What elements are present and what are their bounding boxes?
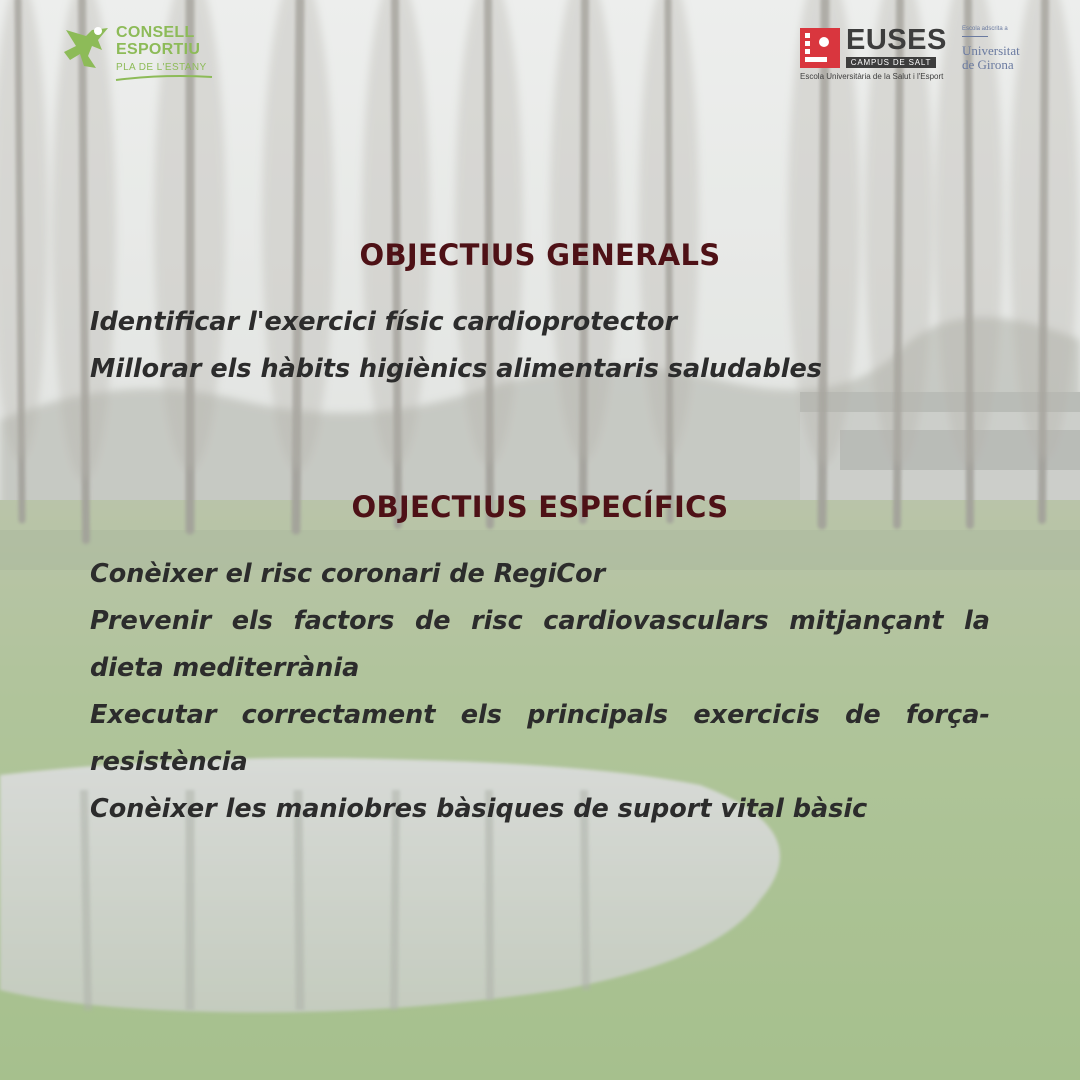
list-item: Identificar l'exercici físic cardioprotector: [90, 307, 678, 337]
udg-divider: [962, 36, 988, 37]
universitat-de-girona-logo: [962, 26, 1042, 78]
specific-objectives-list: [90, 551, 990, 833]
consell-esportiu-wordmark: [116, 24, 207, 76]
pla-de-lestany-label: PLA DE L'ESTANY: [116, 62, 207, 73]
general-objectives-list: [90, 299, 990, 393]
runner-icon: [62, 26, 112, 72]
list-item: Millorar els hàbits higiènics alimentaris saludables: [90, 354, 822, 384]
campus-de-salt-label: CAMPUS DE SALT: [846, 57, 936, 68]
list-item: Conèixer les maniobres bàsiques de suport vital bàsic: [90, 794, 868, 824]
general-objectives-heading: OBJECTIUS GENERALS: [359, 238, 721, 272]
euses-subtitle: Escola Universitària de la Salut i l'Esport: [800, 72, 944, 81]
consell-esportiu-logo: [62, 24, 212, 84]
udg-de-girona-label: de Girona: [962, 57, 1014, 72]
euses-logo: [800, 24, 947, 84]
list-item: Conèixer el risc coronari de RegiCor: [90, 559, 606, 589]
specific-objectives-heading: OBJECTIUS ESPECÍFICS: [351, 490, 729, 524]
consell-label: CONSELL: [116, 24, 195, 41]
esportiu-label: ESPORTIU: [116, 41, 201, 58]
list-item: Executar correctament els principals exercicis de força-resistència: [90, 700, 990, 777]
euses-mark-icon: [800, 28, 840, 68]
swoosh-icon: [114, 74, 214, 82]
udg-adscrita-label: Escola adscrita a: [962, 26, 1008, 32]
euses-name: EUSES: [846, 24, 947, 56]
list-item: Prevenir els factors de risc cardiovasculars mitjançant la dieta mediterrània: [90, 606, 990, 683]
udg-universitat-label: Universitat: [962, 43, 1020, 58]
